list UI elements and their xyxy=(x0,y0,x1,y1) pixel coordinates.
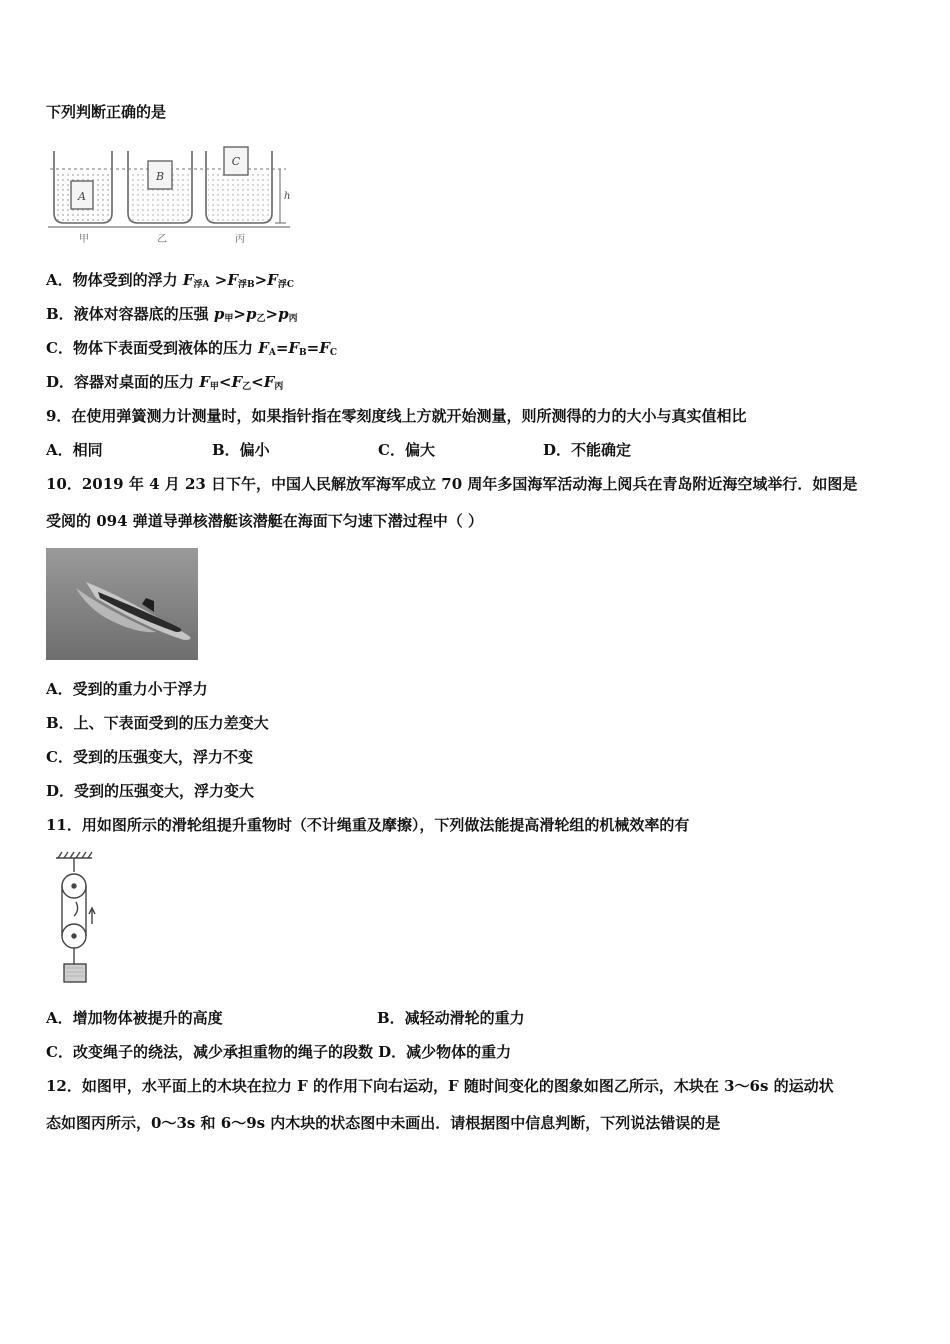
q8-option-b: B．液体对容器底的压强 $p_甲>p_乙>p_丙$ xyxy=(46,305,298,324)
block-c-label: C xyxy=(231,155,241,168)
q9-option-c: C．偏大 xyxy=(378,441,435,459)
submarine-photo xyxy=(46,548,198,660)
q10-stem-line2: 受阅的 094 弹道导弹核潜艇该潜艇在海面下匀速下潜过程中（ ） xyxy=(46,512,483,530)
q9-option-b: B．偏小 xyxy=(212,441,270,459)
q8-option-d: D．容器对桌面的压力 $F_甲<F_乙<F_丙$ xyxy=(46,373,284,392)
q11-option-a: A．增加物体被提升的高度 xyxy=(46,1009,223,1027)
question-intro: 下列判断正确的是 xyxy=(46,103,167,121)
q9-stem: 9．在使用弹簧测力计测量时，如果指针指在零刻度线上方就开始测量，则所测得的力的大小与真实值相比 xyxy=(46,407,747,425)
q10-stem-line1: 10．2019 年 4 月 23 日下午，中国人民解放军海军成立 70 周年多国海军活动海上阅兵在青岛附近海空域举行．如图是 xyxy=(46,475,858,493)
q9-option-d: D．不能确定 xyxy=(543,441,632,459)
h-label: h xyxy=(284,191,291,202)
q11-option-cd: C．改变绳子的绕法，减少承担重物的绳子的段数 D．减少物体的重力 xyxy=(46,1043,512,1061)
q11-stem: 11．用如图所示的滑轮组提升重物时（不计绳重及摩擦），下列做法能提高滑轮组的机械效率的有 xyxy=(46,816,690,834)
q11-option-b: B．减轻动滑轮的重力 xyxy=(377,1009,525,1027)
q10-option-a: A．受到的重力小于浮力 xyxy=(46,680,208,698)
container-label-yi: 乙 xyxy=(157,234,167,245)
q10-option-b: B．上、下表面受到的压力差变大 xyxy=(46,714,269,732)
q9-option-a: A．相同 xyxy=(46,441,103,459)
q12-stem-line2: 态如图丙所示，0～3s 和 6～9s 内木块的状态图中未画出．请根据图中信息判断，下列说法错误的是 xyxy=(46,1114,721,1132)
q8-option-a: A．物体受到的浮力 $F_{浮A} >F_{浮B}>F_{浮C}$ xyxy=(46,271,294,290)
q10-option-c: C．受到的压强变大，浮力不变 xyxy=(46,748,253,766)
container-label-bing: 丙 xyxy=(235,234,245,245)
q10-option-d: D．受到的压强变大，浮力变大 xyxy=(46,782,255,800)
containers-figure xyxy=(46,143,296,245)
q8-option-c: C．物体下表面受到液体的压力 $F_A=F_B=F_C$ xyxy=(46,339,338,358)
block-b-label: B xyxy=(155,170,165,183)
container-label-jia: 甲 xyxy=(79,234,89,245)
q12-stem-line1: 12．如图甲，水平面上的木块在拉力 F 的作用下向右运动，F 随时间变化的图象如图乙所示，木块在 3～6s 的运动状 xyxy=(46,1077,834,1095)
pulley-figure xyxy=(54,850,104,986)
block-a-label: A xyxy=(78,190,86,203)
